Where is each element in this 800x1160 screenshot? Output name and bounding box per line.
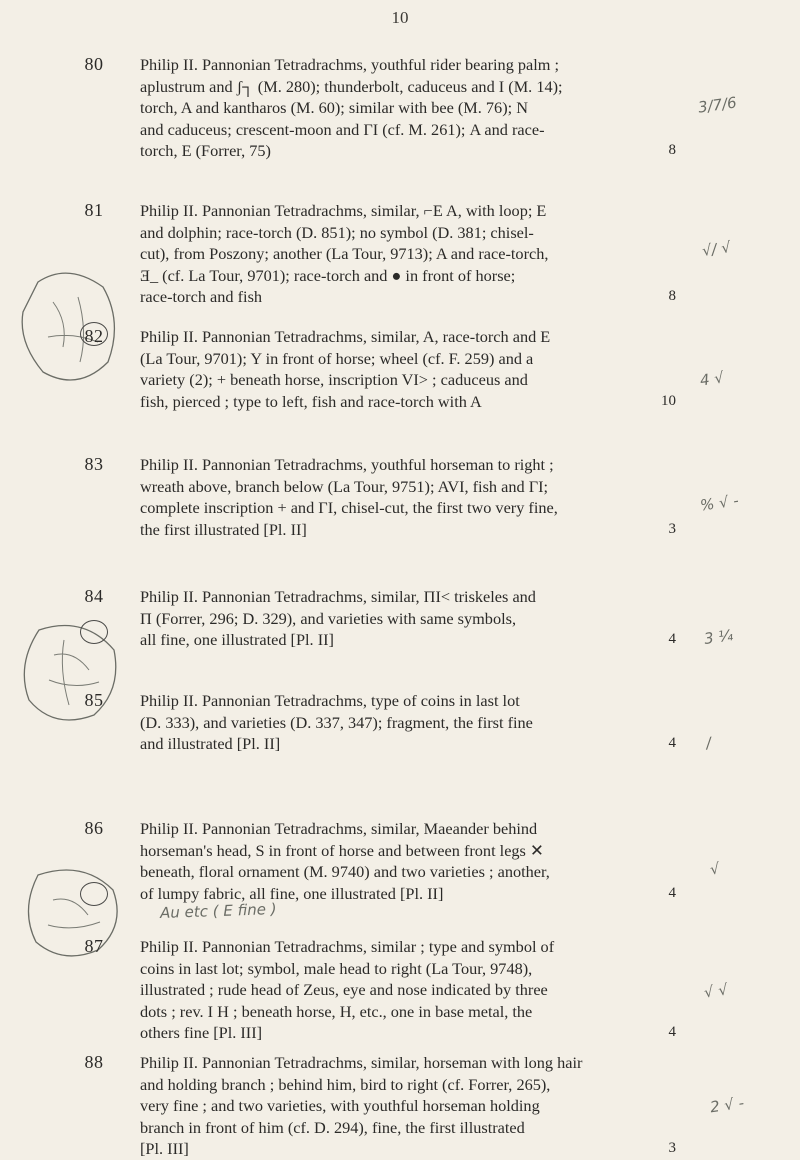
margin-price-note: √ √: [702, 980, 730, 1002]
margin-price-note: 3/7/6: [696, 93, 738, 117]
lot-quantity: 3: [668, 520, 676, 537]
lot-quantity: 4: [668, 735, 676, 752]
lot-number: 88: [84, 1052, 104, 1072]
lot-description-line: Philip II. Pannonian Tetradrachms, similar, A, race-torch and E: [140, 327, 551, 346]
lot-quantity: 8: [668, 288, 676, 305]
margin-price-note: 4 √: [698, 368, 726, 390]
lot-description-line: [140, 286, 680, 308]
lot-description-line: beneath, floral ornament (M. 9740) and two varieties ; another,: [140, 862, 550, 882]
lot-description: [140, 818, 680, 904]
lot-description-line: [140, 391, 680, 413]
lot-number: 84: [84, 586, 104, 606]
lot-description: [140, 1052, 680, 1160]
lot-number: 82: [84, 326, 104, 346]
lot-quantity: 4: [668, 1024, 676, 1041]
lot-description-line: Philip II. Pannonian Tetradrachms, youthful rider bearing palm ;: [140, 55, 560, 74]
lot-description-line: (D. 333), and varieties (D. 337, 347); fragment, the first fine: [140, 712, 533, 732]
lot-description-line: Philip II. Pannonian Tetradrachms, similar, ΠΙ< triskeles and: [140, 587, 536, 606]
lot-description: [140, 326, 680, 412]
lot-description-line: variety (2); + beneath horse, inscription VI> ; caduceus and: [140, 370, 528, 390]
lot-description-text: torch, E (Forrer, 75): [140, 141, 271, 161]
lot-quantity: 3: [668, 1140, 676, 1157]
lot-description-text: [Pl. III]: [140, 1139, 189, 1159]
margin-price-note: √: [708, 859, 721, 879]
margin-price-note: 3 ¼: [702, 626, 734, 648]
margin-price-note: % √ -: [698, 491, 740, 515]
lot-description-line: [140, 1138, 680, 1160]
coin-sketch-icon: [8, 860, 138, 970]
lot-description: [140, 454, 680, 540]
lot-description-line: horseman's head, S in front of horse and between front legs ✕: [140, 840, 544, 860]
lot-description-text: and illustrated [Pl. II]: [140, 734, 281, 754]
lot-description-line: Philip II. Pannonian Tetradrachms, type of coins in last lot: [140, 691, 520, 710]
lot-description-line: illustrated ; rude head of Zeus, eye and nose indicated by three: [140, 980, 548, 1000]
lot-description-line: torch, A and kantharos (M. 60); similar with bee (M. 76); N: [140, 98, 528, 118]
lot-description-line: Π (Forrer, 296; D. 329), and varieties with same symbols,: [140, 608, 517, 628]
lot-description: [140, 54, 680, 162]
lot-description-line: [140, 629, 680, 651]
lot-quantity: 4: [668, 884, 676, 901]
lot-description-line: (La Tour, 9701); Y in front of horse; wheel (cf. F. 259) and a: [140, 348, 534, 368]
lot-description-line: Philip II. Pannonian Tetradrachms, similar, Maeander behind: [140, 819, 538, 838]
lot-number: 85: [84, 690, 104, 710]
coin-sketch-icon: [8, 262, 138, 412]
lot-description-line: dots ; rev. I H ; beneath horse, H, etc., one in base metal, the: [140, 1001, 533, 1021]
lot-description-line: very fine ; and two varieties, with youthful horseman holding: [140, 1096, 540, 1116]
lot-description-line: Philip II. Pannonian Tetradrachms, similar ; type and symbol of: [140, 937, 555, 956]
lot-quantity: 10: [661, 392, 676, 409]
lot-description-line: wreath above, branch below (La Tour, 9751); AVI, fish and ΓΙ;: [140, 476, 549, 496]
lot-description-text: of lumpy fabric, all fine, one illustrated [Pl. II]: [140, 883, 444, 903]
lot-description: [140, 200, 680, 308]
lot-description: [140, 586, 680, 651]
lot-description-line: complete inscription + and ΓΙ, chisel-cut, the first two very fine,: [140, 498, 558, 518]
lot-description-text: others fine [Pl. III]: [140, 1023, 263, 1043]
lot-circle-mark: [80, 620, 108, 644]
lot-description-line: branch in front of him (cf. D. 294), fine, the first illustrated: [140, 1117, 525, 1137]
lot-description-line: [140, 140, 680, 162]
margin-price-note: √/ √: [700, 238, 733, 260]
lot-number: 86: [84, 818, 104, 838]
lot-description-line: [140, 733, 680, 755]
lot-description-text: all fine, one illustrated [Pl. II]: [140, 630, 334, 650]
lot-description-line: Philip II. Pannonian Tetradrachms, youthful horseman to right ;: [140, 455, 554, 474]
lot-description-text: race-torch and fish: [140, 287, 263, 307]
lot-number: 83: [84, 454, 104, 474]
lot-description-line: and holding branch ; behind him, bird to right (cf. Forrer, 265),: [140, 1074, 551, 1094]
lot-description-line: Ǝ_ (cf. La Tour, 9701); race-torch and ● in front of horse;: [140, 265, 516, 285]
lot-number: 80: [84, 54, 104, 74]
lot-description-line: and dolphin; race-torch (D. 851); no symbol (D. 381; chisel-: [140, 222, 534, 242]
lot-number: 87: [84, 936, 104, 956]
lot-number: 81: [84, 200, 104, 220]
lot-description-line: and caduceus; crescent-moon and ΓΙ (cf. M. 261); A and race-: [140, 119, 545, 139]
margin-price-note: /: [704, 733, 713, 753]
lot-description-line: [140, 519, 680, 541]
lot-quantity: 4: [668, 631, 676, 648]
lot-quantity: 8: [668, 142, 676, 159]
lot-description-line: aplustrum and ʃ┐ (M. 280); thunderbolt, caduceus and I (M. 14);: [140, 76, 563, 96]
lot-description-text: fish, pierced ; type to left, fish and race-torch with A: [140, 391, 482, 411]
margin-price-note: 2 √ -: [708, 1093, 746, 1117]
lot-circle-mark: [80, 882, 108, 906]
lot-description-line: [140, 1022, 680, 1044]
lot-description: [140, 936, 680, 1044]
lot-description-line: cut), from Poszony; another (La Tour, 9713); A and race-torch,: [140, 244, 549, 264]
pencil-annotation: Au etc ( E fine ): [159, 900, 277, 923]
lot-description-line: coins in last lot; symbol, male head to right (La Tour, 9748),: [140, 958, 533, 978]
lot-description: [140, 690, 680, 755]
lot-description-text: the first illustrated [Pl. II]: [140, 519, 307, 539]
coin-sketch-icon: [4, 610, 134, 740]
lot-description-line: Philip II. Pannonian Tetradrachms, similar, horseman with long hair: [140, 1053, 583, 1072]
page-number: 10: [391, 8, 409, 27]
lot-description-line: Philip II. Pannonian Tetradrachms, similar, ⌐E A, with loop; E: [140, 201, 547, 220]
